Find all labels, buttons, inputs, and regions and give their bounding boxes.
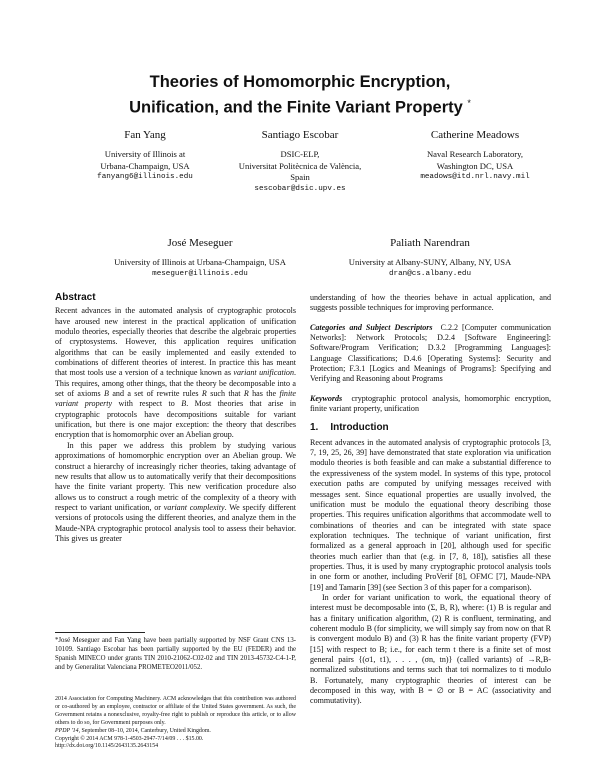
left-column xyxy=(55,293,296,544)
author-affiliation: Urbana-Champaign, USA xyxy=(100,160,190,171)
title-line-2: Unification, and the Finite Variant Property xyxy=(129,98,463,117)
author-affiliation: Spain xyxy=(290,172,310,182)
keywords-paragraph: Keywords cryptographic protocol analysis, homomorphic encryption, finite variant property, unification xyxy=(310,393,551,414)
author-name: Catherine Meadows xyxy=(430,129,520,141)
title-line-1: Theories of Homomorphic Encryption, xyxy=(149,73,451,91)
author-email[interactable]: meseguer@illinois.edu xyxy=(152,269,248,278)
author-affiliation: University at Albany-SUNY, Albany, NY, USA xyxy=(348,257,512,267)
copyright-line: Copyright © 2014 ACM 978-1-4503-2947-7/14/09 . . . $15.00. xyxy=(55,735,204,742)
abstract-paragraph-1: Recent advances in the automated analysis of cryptographic protocols have aroused new interest in the practical application of unification modulo theories, especially theories that describe the algebraic properties of cryptosystems. However, this application requires unification algorithms that can be easily implemented and easily extended to combinations of different theories of interest. In practice this has meant that most tools use a version of a technique known as variant unification. This requires, among other things, that the theory be decomposable into a set of axioms B and a set of rewrite rules R such that R has the finite variant property with respect to B. Most theories that arise in cryptographic protocols have decompositions suitable for variant unification, but there is one major exception: the theory that describes encryption that is homomorphic over an Abelian group. xyxy=(55,306,296,440)
author-affiliation: University of Illinois at xyxy=(104,149,186,159)
author-affiliation: DSIC-ELP, xyxy=(280,149,320,159)
author-name: Fan Yang xyxy=(124,129,166,141)
copyright-block xyxy=(55,696,296,751)
intro-paragraph-1: Recent advances in the automated analysis of cryptographic protocols [3, 7, 19, 25, 26, 39] have demonstrated that state exploration via unification modulo theories is both feasible and can make a substantial difference to the expressiveness of the system model. In systems of this type, protocol execution paths are computed by unifying messages received with messages sent. Since equational properties are usually involved, the unification must be modulo the equational theory describing those properties. This requires unification algorithms that accommodate well to combinations of theories and can be integrated with state space exploration techniques. The technique of variant unification, first formalized as a general approach in [20], although used for specific theories much earlier than that (e.g. in [7, 8, 18]), satisfies all these properties. Thus, it is used by many cryptographic protocol analysis tools in one form or another, including ProVerif [8], OFMC [7], Maude-NPA [19] and Tamarin [39] (see Section 3 of this paper for a comparison). xyxy=(310,437,551,592)
author-email[interactable]: meadows@itd.nrl.navy.mil xyxy=(420,173,530,181)
right-column xyxy=(310,293,551,707)
intro-paragraph-2: In order for variant unification to work, the equational theory of interest must be decomposable into (Σ, B, R), where: (1) B is regular and has a finitary unification algorithm, (2) R is confluent, terminating, and coherent modulo B (for simplicity, we will simply say from now on that R is convergent modulo B) and (3) R has the finite variant property (FVP) [15] with respect to B; i.e., for each term t there is a finite set of most general pairs {(σ1, t1), . . . , (σn, tn)} (called variants) of →R,B-normalized substitutions and terms such that tσi normalizes to ti modulo B. Fortunately, many cryptographic theories of interest can be decomposed in this way, with B = ∅ or B = AC (associativity and commutativity). xyxy=(310,592,551,706)
abstract-paragraph-2: In this paper we address this problem by studying various approximations of homomorphic encryption over an Abelian group. We construct a hierarchy of increasingly richer theories, taking advantage of new results that allow us to automatically verify that their decompositions have the finite variant property. This new verification procedure also allows us to construct a rough metric of the complexity of a theory with respect to variant unification, or variant complexity. We specify different versions of protocols using the different theories, and analyze them in the Maude-NPA cryptographic protocol analysis tool to assess their behavior. This gives us greater xyxy=(55,440,297,543)
author-block xyxy=(215,128,385,195)
footnote-rule xyxy=(55,632,145,633)
author-name: Santiago Escobar xyxy=(261,129,339,141)
author-affiliation: Universitat Politècnica de València, xyxy=(238,160,362,171)
author-email[interactable]: dran@cs.albany.edu xyxy=(388,269,472,278)
title-footnote-marker: * xyxy=(467,98,471,108)
author-email[interactable]: fanyang6@illinois.edu xyxy=(97,173,193,181)
author-name: José Meseguer xyxy=(167,237,233,249)
author-block xyxy=(320,236,540,280)
author-block xyxy=(80,236,320,280)
author-email[interactable]: sescobar@dsic.upv.es xyxy=(254,184,346,193)
abstract-continuation: understanding of how the theories behave in actual application, and suggests possible techniques for improving performance. xyxy=(310,293,551,313)
author-block xyxy=(75,128,215,184)
categories-paragraph: Categories and Subject Descriptors C.2.2 [Computer communication Networks]: Network Protocols; D.2.4 [Software Engineering]: Software/Program Verification; D.3.2 [Programming Languages]: Language Classifications; D.4.6 [Operating Systems]: Security and Protection; F.3.1 [Logics and Meanings of Programs]: Specifying and Verifying and Reasoning about Programs xyxy=(310,322,551,384)
copyright-notice: 2014 Association for Computing Machinery. ACM acknowledges that this contribution was authored or co-authored by an employee, contractor or affiliate of the United States government. As such, the Government retains a nonexclusive, royalty-free right to publish or reproduce this article, or to allow others to do so, for Government purposes only. xyxy=(55,696,296,726)
abstract-heading: Abstract xyxy=(55,292,96,303)
paper-title xyxy=(0,72,600,119)
author-name: Paliath Narendran xyxy=(390,237,470,249)
section-heading-introduction: 1. Introduction xyxy=(310,422,389,434)
doi-link[interactable]: http://dx.doi.org/10.1145/2643135.2643154 xyxy=(55,743,159,750)
funding-footnote: *José Meseguer and Fan Yang have been partially supported by NSF Grant CNS 13-10109. Santiago Escobar has been partially supported by the EU (FEDER) and the Spanish MINECO under grants TIN 2010-21062-C02-02 and TIN 2013-45732-C4-1-P, and by Generalitat Valenciana PROMETEO2011/052. xyxy=(55,637,296,671)
author-affiliation: Washington DC, USA xyxy=(436,160,514,171)
author-affiliation: Naval Research Laboratory, xyxy=(426,149,524,159)
author-affiliation: University of Illinois at Urbana-Champaign, USA xyxy=(114,257,286,267)
conference-line: PPDP '14, September 08–10, 2014, Canterbury, United Kingdom. xyxy=(55,727,211,734)
author-block xyxy=(400,128,550,184)
